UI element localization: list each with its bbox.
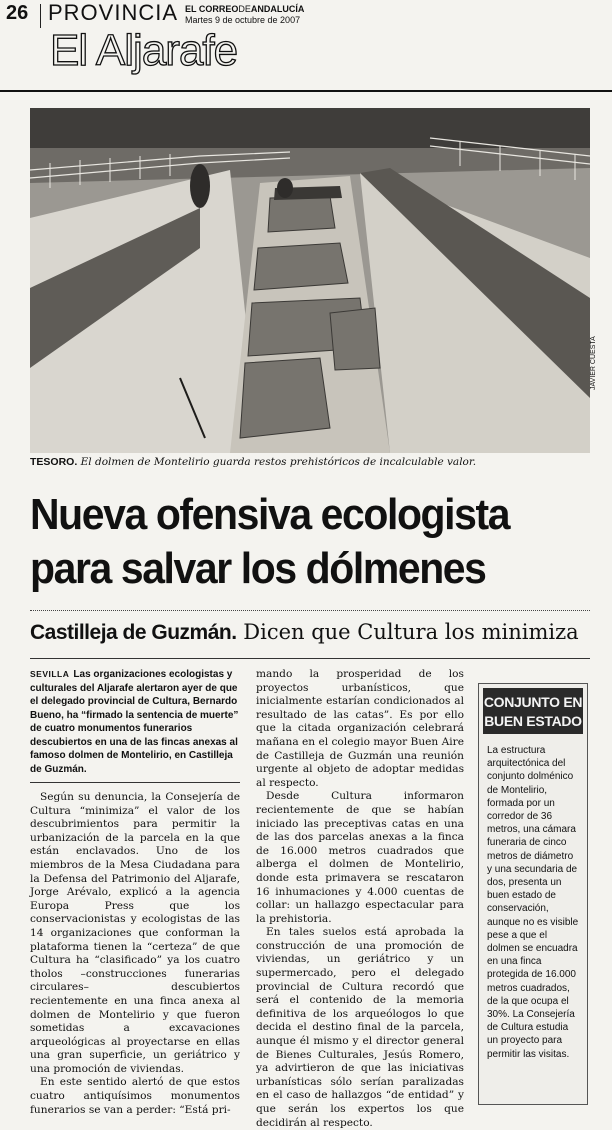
body-paragraph: En este sentido alertó de que estos cuatro antiquísimos monumentos funerarios se van a perder: “Está pri- [30,1076,240,1116]
body-paragraph: Desde Cultura informaron recientemente de que se habían iniciado las preceptivas catas en una de las dos parcelas anexas a la finca de 16.000 metros cuadrados que alberga el dolmen de Montelirio, donde esta primavera se rescataron 16 inhumaciones y 4.000 cuentas de collar: un hallazgo espectacular para la prehistoria. [256,790,464,925]
article-subhead [30,618,600,646]
body-paragraph: Según su denuncia, la Consejería de Cultura “minimiza” el valor de los descubrimientos para permitir la urbanización de la parcela en la que están enclavados. Uno de los miembros de la Mesa Ciudadana para la Defensa del Patrimonio del Aljarafe, Jorge Arévalo, explicó a la agencia Europa Press que los conservacionistas y ecologistas de las 14 organizaciones que conforman la plataforma tienen la “certeza” de que Cultura ha “clasificado” ya los cuatro tholos –construcciones funerarias circulares– descubiertos recientemente en una finca anexa al dolmen de Montelirio y que fueron sometidas a excavaciones arqueológicas al proyectarse en ellas una gran superficie, un geriátrico y una promoción de viviendas. [30,791,240,1075]
headline-line-2: para salvar los dólmenes [30,544,486,593]
article-headline [30,488,560,596]
sidebar-title [483,688,583,734]
excavation-photo-illustration [30,108,590,453]
body-paragraph: En tales suelos está aprobada la construcción de una promoción de viviendas, un geriátrico y un supermercado, pero el delegado provincial de Cultura recordó que será el contenido de la memoria definitiva de los arqueólogos lo que decida el destino final de la parcela, aunque él mismo y el director general de Bienes Culturales, Jesús Romero, ya advirtieron de que las iniciativas urbanísticas sólo serían paralizadas en el caso de hallazgos “de entidad” y que serán los expertos los que decidirán al respecto. [256,926,464,1129]
page-number: 26 [6,2,29,24]
header-divider [40,4,41,28]
subhead-text: Dicen que Cultura los minimiza [243,620,579,644]
sidebar-box [478,683,588,1105]
subhead-rule [30,658,590,659]
dateline: SEVILLA [30,669,70,679]
masthead-part1: EL CORREO [185,4,239,14]
dotted-divider [30,610,590,611]
photo-credit: JAVIER CUESTA [590,336,597,390]
newspaper-masthead [185,4,304,14]
page-header [0,0,612,92]
masthead-part2: DE [238,4,251,14]
header-rule [0,90,612,92]
lead-divider [30,782,240,783]
issue-date: Martes 9 de octubre de 2007 [185,15,301,25]
sidebar-text: La estructura arquitectónica del conjunto dolménico de Montelirio, formada por un corredor de 36 metros, una cámara funeraria de cinco metros de diámetro y una secundaria de dos, presenta un buen estado de conservación, aunque no es visible pese a que el dolmen se encuadra en una finca protegida de 16.000 metros cuadrados, de la que ocupa el 30%. La Consejería de Cultura estudia un proyecto para permitir las visitas. [487,745,579,1060]
lead-text: Las organizaciones ecologistas y culturales del Aljarafe alertaron ayer de que el delegado provincial de Cultura, Bernardo Bueno, ha “firmado la sentencia de muerte” de cuatro monumentos funerarios descubiertos en una de las fincas anexas al famoso dolmen de Montelirio, en Castilleja de Guzmán. [30,669,239,775]
sidebar-body [479,738,587,1067]
caption-label: TESORO. [30,456,78,468]
article-lead [30,668,240,776]
subhead-place: Castilleja de Guzmán. [30,621,237,644]
dolmen-photo [30,108,590,453]
sidebar-title-line-2: BUEN ESTADO [484,713,582,729]
caption-text: El dolmen de Montelirio guarda restos prehistóricos de incalculable valor. [80,456,477,468]
masthead-part3: ANDALUCÍA [250,4,305,14]
headline-line-1: Nueva ofensiva ecologista [30,490,510,539]
region-title: El Aljarafe [50,26,238,75]
body-paragraph: mando la prosperidad de los proyectos urbanísticos, que inicialmente estarían condicionados al resultado de las catas”. Es por ello que la citada organización celebrará mañana en el colegio mayor Buen Aire de Castilleja de Guzmán una reunión urgente al objeto de adoptar medidas al respecto. [256,668,464,789]
photo-caption [30,456,590,468]
sidebar-title-line-1: CONJUNTO EN [483,694,583,710]
section-title: PROVINCIA [48,0,179,25]
article-column-1 [30,668,240,1117]
article-column-2 [256,668,464,1130]
